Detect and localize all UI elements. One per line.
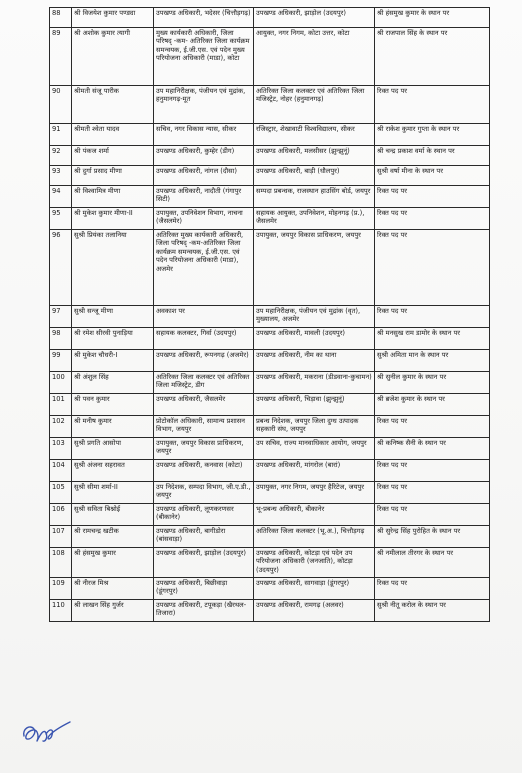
current-post-cell: प्रोटोकॉल अधिकारी, सामान्य प्रशासन विभाग, जयपुर [154, 416, 254, 438]
current-post-cell: अतिरिक्त मुख्य कार्यकारी अधिकारी, जिला परिषद् -कम-अतिरिक्त जिला कार्यक्रम समन्वयक, ई.जी.एस. एवं पदेन परियोजना अधिकारी (माडा), अजमेर [154, 230, 254, 306]
table-row [50, 394, 490, 416]
current-post-cell: मुख्य कार्यकारी अधिकारी, जिला परिषद् -कम- अतिरिक्त जिला कार्यक्रम समन्वयक, ई.जी.एस. एवं पदेन मुख्य परियोजना अधिकारी (माडा), कोटा [154, 28, 254, 86]
table-row [50, 28, 490, 86]
table-row [50, 208, 490, 230]
current-post-cell: सहायक कलक्टर, गिर्वा (उदयपुर) [154, 328, 254, 350]
new-post-cell: सम्पदा प्रबन्धक, राजस्थान हाउसिंग बोर्ड, जयपुर [254, 186, 375, 208]
serial-number-cell: 88 [50, 8, 72, 28]
table-row [50, 86, 490, 124]
table-row [50, 548, 490, 578]
officer-name-cell: श्रीमती श्वेता यादव [72, 124, 154, 146]
vacancy-remark-cell: सुश्री वर्षा मीना के स्थान पर [375, 166, 490, 186]
current-post-cell: अतिरिक्त जिला कलक्टर एवं अतिरिक्त जिला मजिस्ट्रेट, डीग [154, 372, 254, 394]
vacancy-remark-cell: श्री सुनील कुमार के स्थान पर [375, 372, 490, 394]
current-post-cell: उप निदेशक, सम्पदा विभाग, जी.ए.डी., जयपुर [154, 482, 254, 504]
table-row [50, 416, 490, 438]
current-post-cell: अवकाश पर [154, 306, 254, 328]
current-post-cell: उपखण्ड अधिकारी, झाड़ोल (उदयपुर) [154, 548, 254, 578]
vacancy-remark-cell: श्री कनिष्क सैनी के स्थान पर [375, 438, 490, 460]
current-post-cell: सचिव, नगर विकास न्यास, सीकर [154, 124, 254, 146]
new-post-cell: उप सचिव, राज्य मानवाधिकार आयोग, जयपुर [254, 438, 375, 460]
serial-number-cell: 89 [50, 28, 72, 86]
new-post-cell: उपायुक्त, नगर निगम, जयपुर हैरिटेज, जयपुर [254, 482, 375, 504]
serial-number-cell: 110 [50, 600, 72, 622]
serial-number-cell: 92 [50, 146, 72, 166]
table-row [50, 146, 490, 166]
table-row [50, 526, 490, 548]
officer-name-cell: श्री रामचन्द्र खटीक [72, 526, 154, 548]
officer-name-cell: सुश्री प्रगति आसोपा [72, 438, 154, 460]
vacancy-remark-cell: श्री राकेश कुमार गुप्ता के स्थान पर [375, 124, 490, 146]
officer-name-cell: श्री अंशुल सिंह [72, 372, 154, 394]
current-post-cell: उपखण्ड अधिकारी, नादौती (गंगापुर सिटी) [154, 186, 254, 208]
officer-name-cell: श्री दुर्गा प्रसाद मीणा [72, 166, 154, 186]
serial-number-cell: 109 [50, 578, 72, 600]
officer-name-cell: श्री विश्वामित्र मीणा [72, 186, 154, 208]
officer-name-cell: श्री मनीष कुमार [72, 416, 154, 438]
new-post-cell: उपखण्ड अधिकारी, झाड़ोल (उदयपुर) [254, 8, 375, 28]
current-post-cell: उपखण्ड अधिकारी, लूणकरणसर (बीकानेर) [154, 504, 254, 526]
handwritten-signature [18, 712, 78, 752]
vacancy-remark-cell: सुश्री अमिता मान के स्थान पर [375, 350, 490, 372]
vacancy-remark-cell: श्री मनसुख राम डामोर के स्थान पर [375, 328, 490, 350]
officer-name-cell: सुश्री प्रियंका तलानिया [72, 230, 154, 306]
vacancy-remark-cell: रिक्त पद पर [375, 86, 490, 124]
officer-name-cell: श्री रमेश सीरवी पुनाड़िया [72, 328, 154, 350]
new-post-cell: उप महानिरीक्षक, पंजीयन एवं मुद्रांक (वृत), मुख्यालय, अजमेर [254, 306, 375, 328]
new-post-cell: अतिरिक्त जिला कलक्टर एवं अतिरिक्त जिला मजिस्ट्रेट, नोहर (हनुमानगढ़) [254, 86, 375, 124]
new-post-cell: उपखण्ड अधिकारी, चिड़ावा (झुन्झुनूं) [254, 394, 375, 416]
current-post-cell: उपखण्ड अधिकारी, भदेसर (चित्तौड़गढ़) [154, 8, 254, 28]
new-post-cell: रजिस्ट्रार, शेखावाटी विश्वविद्यालय, सीकर [254, 124, 375, 146]
current-post-cell: उपखण्ड अधिकारी, बागीडोरा (बांसवाड़ा) [154, 526, 254, 548]
serial-number-cell: 100 [50, 372, 72, 394]
vacancy-remark-cell: रिक्त पद पर [375, 504, 490, 526]
serial-number-cell: 94 [50, 186, 72, 208]
new-post-cell: उपखण्ड अधिकारी, नीम का थाना [254, 350, 375, 372]
table-row [50, 578, 490, 600]
new-post-cell: भू-प्रबन्ध अधिकारी, बीकानेर [254, 504, 375, 526]
new-post-cell: अतिरिक्त जिला कलक्टर (भू.अ.), चित्तौड़गढ़ [254, 526, 375, 548]
officer-name-cell: श्री पंकज शर्मा [72, 146, 154, 166]
new-post-cell: उपखण्ड अधिकारी, बाड़ी (धौलपुर) [254, 166, 375, 186]
vacancy-remark-cell: रिक्त पद पर [375, 230, 490, 306]
officer-name-cell: श्री विजयेश कुमार पण्ड्या [72, 8, 154, 28]
officer-name-cell: श्री पवन कुमार [72, 394, 154, 416]
serial-number-cell: 98 [50, 328, 72, 350]
table-row [50, 460, 490, 482]
current-post-cell: उप महानिरीक्षक, पंजीयन एवं मुद्रांक, हनुमानगढ़-मूत [154, 86, 254, 124]
officer-name-cell: सुश्री सविता बिश्नोई [72, 504, 154, 526]
transfer-table-body [50, 8, 490, 622]
officer-name-cell: श्री नीरज मिश्र [72, 578, 154, 600]
vacancy-remark-cell: रिक्त पद पर [375, 208, 490, 230]
vacancy-remark-cell: श्री नमीलाल तीरगर के स्थान पर [375, 548, 490, 578]
table-row [50, 306, 490, 328]
new-post-cell: उपखण्ड अधिकारी, सागवाड़ा (डूंगरपुर) [254, 578, 375, 600]
current-post-cell: उपखण्ड अधिकारी, नांगल (दौसा) [154, 166, 254, 186]
serial-number-cell: 104 [50, 460, 72, 482]
officer-name-cell: सुश्री अंजना सहरावत [72, 460, 154, 482]
table-row [50, 504, 490, 526]
serial-number-cell: 101 [50, 394, 72, 416]
table-row [50, 186, 490, 208]
officer-name-cell: श्री मुकेश कुमार मीणा-II [72, 208, 154, 230]
serial-number-cell: 90 [50, 86, 72, 124]
serial-number-cell: 108 [50, 548, 72, 578]
table-row [50, 328, 490, 350]
serial-number-cell: 107 [50, 526, 72, 548]
current-post-cell: उपखण्ड अधिकारी, कुम्हेर (डीग) [154, 146, 254, 166]
current-post-cell: उपखण्ड अधिकारी, टपूकड़ा (खैरथल-तिजारा) [154, 600, 254, 622]
serial-number-cell: 105 [50, 482, 72, 504]
table-row [50, 166, 490, 186]
new-post-cell: उपायुक्त, जयपुर विकास प्राधिकरण, जयपुर [254, 230, 375, 306]
transfer-table [49, 7, 490, 622]
officer-name-cell: श्री अशोक कुमार त्यागी [72, 28, 154, 86]
serial-number-cell: 106 [50, 504, 72, 526]
current-post-cell: उपखण्ड अधिकारी, कनवास (कोटा) [154, 460, 254, 482]
current-post-cell: उपखण्ड अधिकारी, रूपनगढ़ (अजमेर) [154, 350, 254, 372]
new-post-cell: आयुक्त, नगर निगम, कोटा उत्तर, कोटा [254, 28, 375, 86]
table-row [50, 482, 490, 504]
serial-number-cell: 102 [50, 416, 72, 438]
vacancy-remark-cell: श्री हंसमुख कुमार के स्थान पर [375, 8, 490, 28]
officer-name-cell: श्री लाखन सिंह गुर्जर [72, 600, 154, 622]
vacancy-remark-cell: रिक्त पद पर [375, 578, 490, 600]
vacancy-remark-cell: रिक्त पद पर [375, 186, 490, 208]
new-post-cell: उपखण्ड अधिकारी, मांगरोल (बारां) [254, 460, 375, 482]
officer-name-cell: सुश्री सन्जू मीणा [72, 306, 154, 328]
table-row [50, 124, 490, 146]
current-post-cell: उपखण्ड अधिकारी, जैसलमेर [154, 394, 254, 416]
vacancy-remark-cell: रिक्त पद पर [375, 460, 490, 482]
vacancy-remark-cell: रिक्त पद पर [375, 306, 490, 328]
vacancy-remark-cell: सुश्री नीतू करोल के स्थान पर [375, 600, 490, 622]
new-post-cell: उपखण्ड अधिकारी, मावली (उदयपुर) [254, 328, 375, 350]
current-post-cell: उपखण्ड अधिकारी, बिछीवाड़ा (डूंगरपुर) [154, 578, 254, 600]
vacancy-remark-cell: श्री सुरेन्द्र सिंह पुरोहित के स्थान पर [375, 526, 490, 548]
serial-number-cell: 99 [50, 350, 72, 372]
new-post-cell: उपखण्ड अधिकारी, कोटड़ा एवं पदेन उप परियोजना अधिकारी (जनजाति), कोटड़ा (उदयपुर) [254, 548, 375, 578]
vacancy-remark-cell: रिक्त पद पर [375, 416, 490, 438]
serial-number-cell: 97 [50, 306, 72, 328]
new-post-cell: प्रबन्ध निदेशक, जयपुर जिला दुग्ध उत्पादक सहकारी संघ, जयपुर [254, 416, 375, 438]
vacancy-remark-cell: श्री चन्द्र प्रकाश वर्मा के स्थान पर [375, 146, 490, 166]
new-post-cell: उपखण्ड अधिकारी, मलसीसर (झुन्झुनूं) [254, 146, 375, 166]
vacancy-remark-cell: श्री ब्रजेश कुमार के स्थान पर [375, 394, 490, 416]
serial-number-cell: 93 [50, 166, 72, 186]
vacancy-remark-cell: रिक्त पद पर [375, 482, 490, 504]
serial-number-cell: 96 [50, 230, 72, 306]
table-row [50, 350, 490, 372]
officer-name-cell: सुश्री सीमा शर्मा-II [72, 482, 154, 504]
vacancy-remark-cell: श्री राजपाल सिंह के स्थान पर [375, 28, 490, 86]
officer-name-cell: श्री हंसमुख कुमार [72, 548, 154, 578]
new-post-cell: सहायक आयुक्त, उपनिवेशन, मोहनगढ़ (प्र.), जैसलमेर [254, 208, 375, 230]
table-row [50, 600, 490, 622]
table-row [50, 438, 490, 460]
current-post-cell: उपायुक्त, जयपुर विकास प्राधिकरण, जयपुर [154, 438, 254, 460]
officer-name-cell: श्री मुकेश चौधरी-I [72, 350, 154, 372]
current-post-cell: उपायुक्त, उपनिवेशन विभाग, नाचना (जैसलमेर) [154, 208, 254, 230]
officer-name-cell: श्रीमती संजू पारीक [72, 86, 154, 124]
table-row [50, 8, 490, 28]
table-row [50, 230, 490, 306]
serial-number-cell: 91 [50, 124, 72, 146]
new-post-cell: उपखण्ड अधिकारी, मकराना (डीडवाना-कुचामन) [254, 372, 375, 394]
table-row [50, 372, 490, 394]
serial-number-cell: 103 [50, 438, 72, 460]
serial-number-cell: 95 [50, 208, 72, 230]
new-post-cell: उपखण्ड अधिकारी, रामगढ़ (अलवर) [254, 600, 375, 622]
